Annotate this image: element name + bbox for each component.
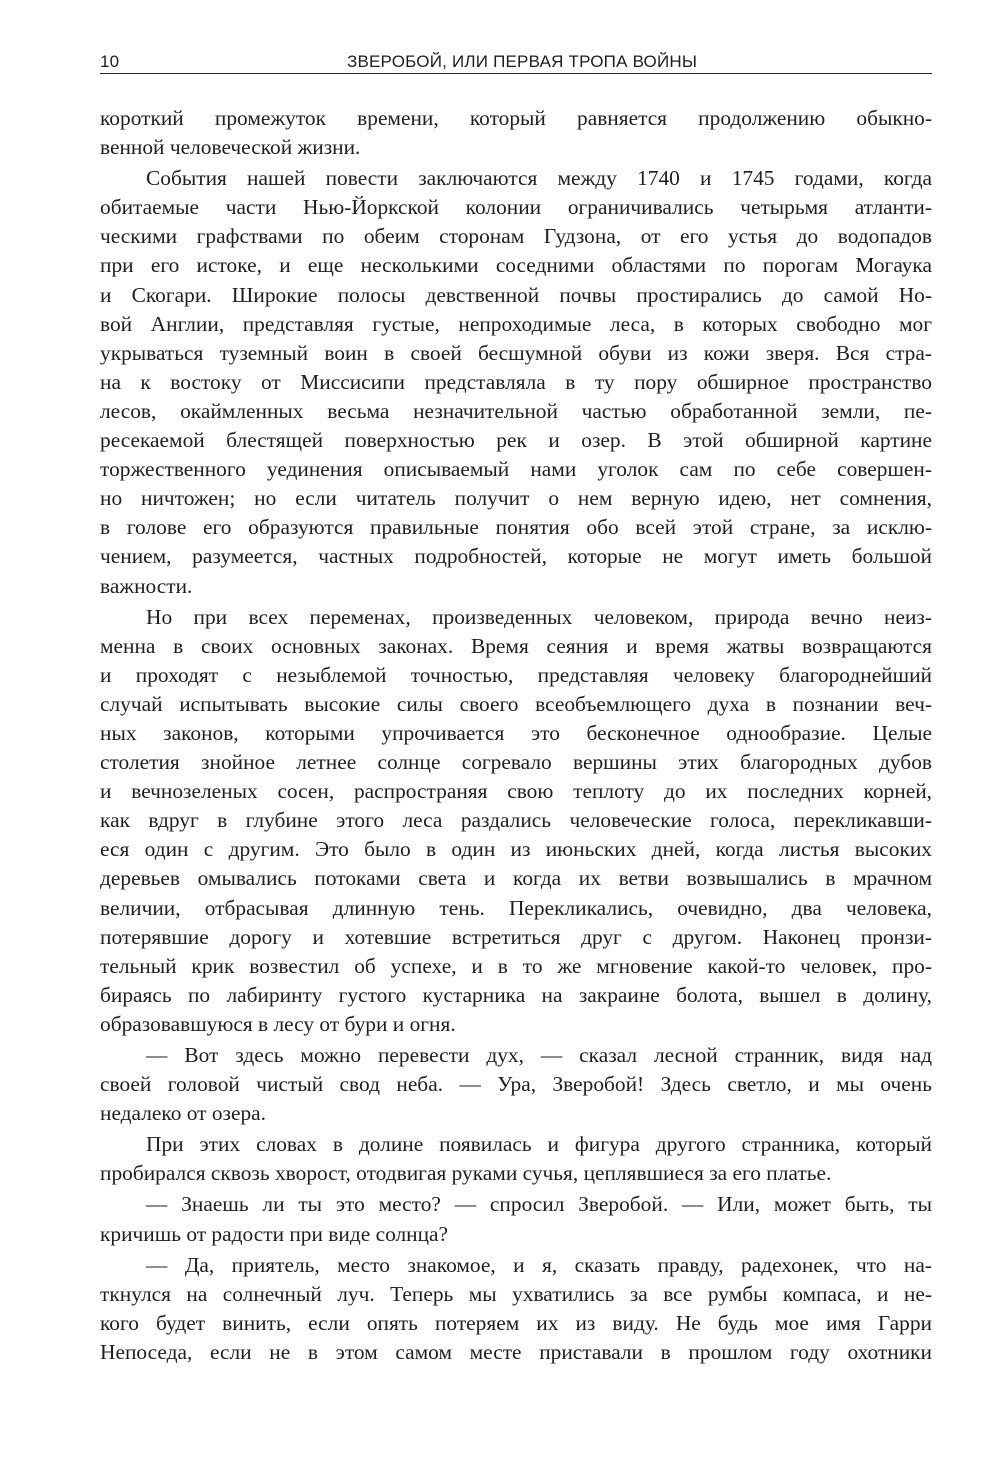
paragraph [100,1130,932,1190]
text-line: случай испытывать высокие силы своего всеобъемлющего духа в познании веч- [100,691,932,716]
text-line: важности. [100,573,193,598]
text-line: тельный крик возвестил об успехе, и в то же мгновение какой-то человек, про- [100,953,932,978]
text-line: пробирался сквозь хворост, отодвигая руками сучья, цеплявшиеся за его платье. [100,1161,832,1186]
text-line: кричишь от радости при виде солнца? [100,1221,449,1246]
text-line: — Да, приятель, место знакомое, и я, сказать правду, радехонек, что на- [146,1252,932,1277]
text-line: столетия знойное летнее солнце согревало вершины этих благородных дубов [100,750,932,775]
text-line: в голове его образуются правильные понятия обо всей этой стране, за исклю- [100,515,932,540]
text-line: вой Англии, представляя густые, непроходимые леса, в которых свободно мог [100,311,932,336]
text-line: При этих словах в долине появилась и фигура другого странника, который [146,1132,932,1157]
text-line: чением, разумеется, частных подробностей, которые не могут иметь большой [100,544,932,569]
text-line: потерявшие дорогу и хотевшие встретиться друг с другом. Наконец пронзи- [100,924,932,949]
text-line: ческими графствами по обеим сторонам Гудзона, от его устья до водопадов [100,224,932,249]
paragraph [100,1251,932,1369]
text-line: своей головой чистый свод неба. — Ура, Зверобой! Здесь светло, и мы очень [100,1072,932,1097]
text-line: величии, отбрасывая длинную тень. Перекликались, очевидно, два человека, [100,895,932,920]
text-line: еся один с другим. Это было в один из июньских дней, когда листья высоких [100,837,932,862]
text-line: образовавшуюся в лесу от бури и огня. [100,1011,456,1036]
paragraph [100,1041,932,1130]
text-line: Непоседа, если не в этом самом месте приставали в прошлом году охотники [100,1339,932,1364]
text-line: — Знаешь ли ты это место? — спросил Зверобой. — Или, может быть, ты [146,1192,932,1217]
text-line: ных законов, которыми упрочивается это бесконечное однообразие. Целые [100,720,932,745]
text-line: бираясь по лабиринту густого кустарника на закраине болота, вышел в долину, [100,982,932,1007]
book-title: ЗВЕРОБОЙ, ИЛИ ПЕРВАЯ ТРОПА ВОЙНЫ [347,52,698,71]
text-line: деревьев омывались потоками света и когда их ветви возвышались в мрачном [100,866,932,891]
text-line: лесов, окаймленных весьма незначительной частью обработанной земли, пе- [100,398,932,423]
book-page [100,0,932,1468]
text-line: короткий промежуток времени, который равняется продолжению обыкно- [100,106,932,130]
page-number: 10 [100,52,120,71]
text-line: События нашей повести заключаются между 1740 и 1745 годами, когда [146,166,932,191]
text-line: ресекаемой блестящей поверхностью рек и озер. В этой обширной картине [100,428,932,453]
text-line: кого будет винить, если опять потеряем их из виду. Не будь мое имя Гарри [100,1310,932,1335]
text-line: обитаемые части Нью-Йоркской колонии ограничивались четырьмя атланти- [100,195,932,220]
text-line: как вдруг в глубине этого леса раздались человеческие голоса, перекликавши- [100,808,932,833]
paragraph [100,603,932,1041]
text-line: и проходят с незыблемой точностью, представляя человеку благороднейший [100,662,932,687]
paragraph [100,1190,932,1250]
text-line: укрываться туземный воин в своей бесшумной обуви из кожи зверя. Вся стра- [100,340,932,365]
text-line: при его истоке, и еще несколькими соседними областями по порогам Могаука [100,253,932,278]
text-line: на к востоку от Миссисипи представляла в ту пору обширное пространство [100,369,932,394]
text-line: менна в своих основных законах. Время сеяния и время жатвы возвращаются [100,633,932,658]
text-line: ткнулся на солнечный луч. Теперь мы ухватились за все румбы компаса, и не- [100,1281,932,1306]
text-line: — Вот здесь можно перевести дух, — сказал лесной странник, видя над [146,1043,932,1067]
text-line: но ничтожен; но если читатель получит о нем верную идею, нет сомнения, [100,486,932,511]
text-line: Но при всех переменах, произведенных человеком, природа вечно неиз- [146,604,932,629]
text-line: недалеко от озера. [100,1101,267,1126]
running-header [100,49,932,74]
body-text [100,104,932,1369]
text-line: и Скогари. Широкие полосы девственной почвы простирались до самой Но- [100,282,932,307]
text-line: и вечнозеленых сосен, распространяя свою теплоту до их последних корней, [100,779,932,804]
text-line: венной человеческой жизни. [100,135,361,160]
paragraph [100,164,932,602]
paragraph [100,104,932,164]
text-line: торжественного уединения описываемый нами уголок сам по себе совершен- [100,457,932,482]
